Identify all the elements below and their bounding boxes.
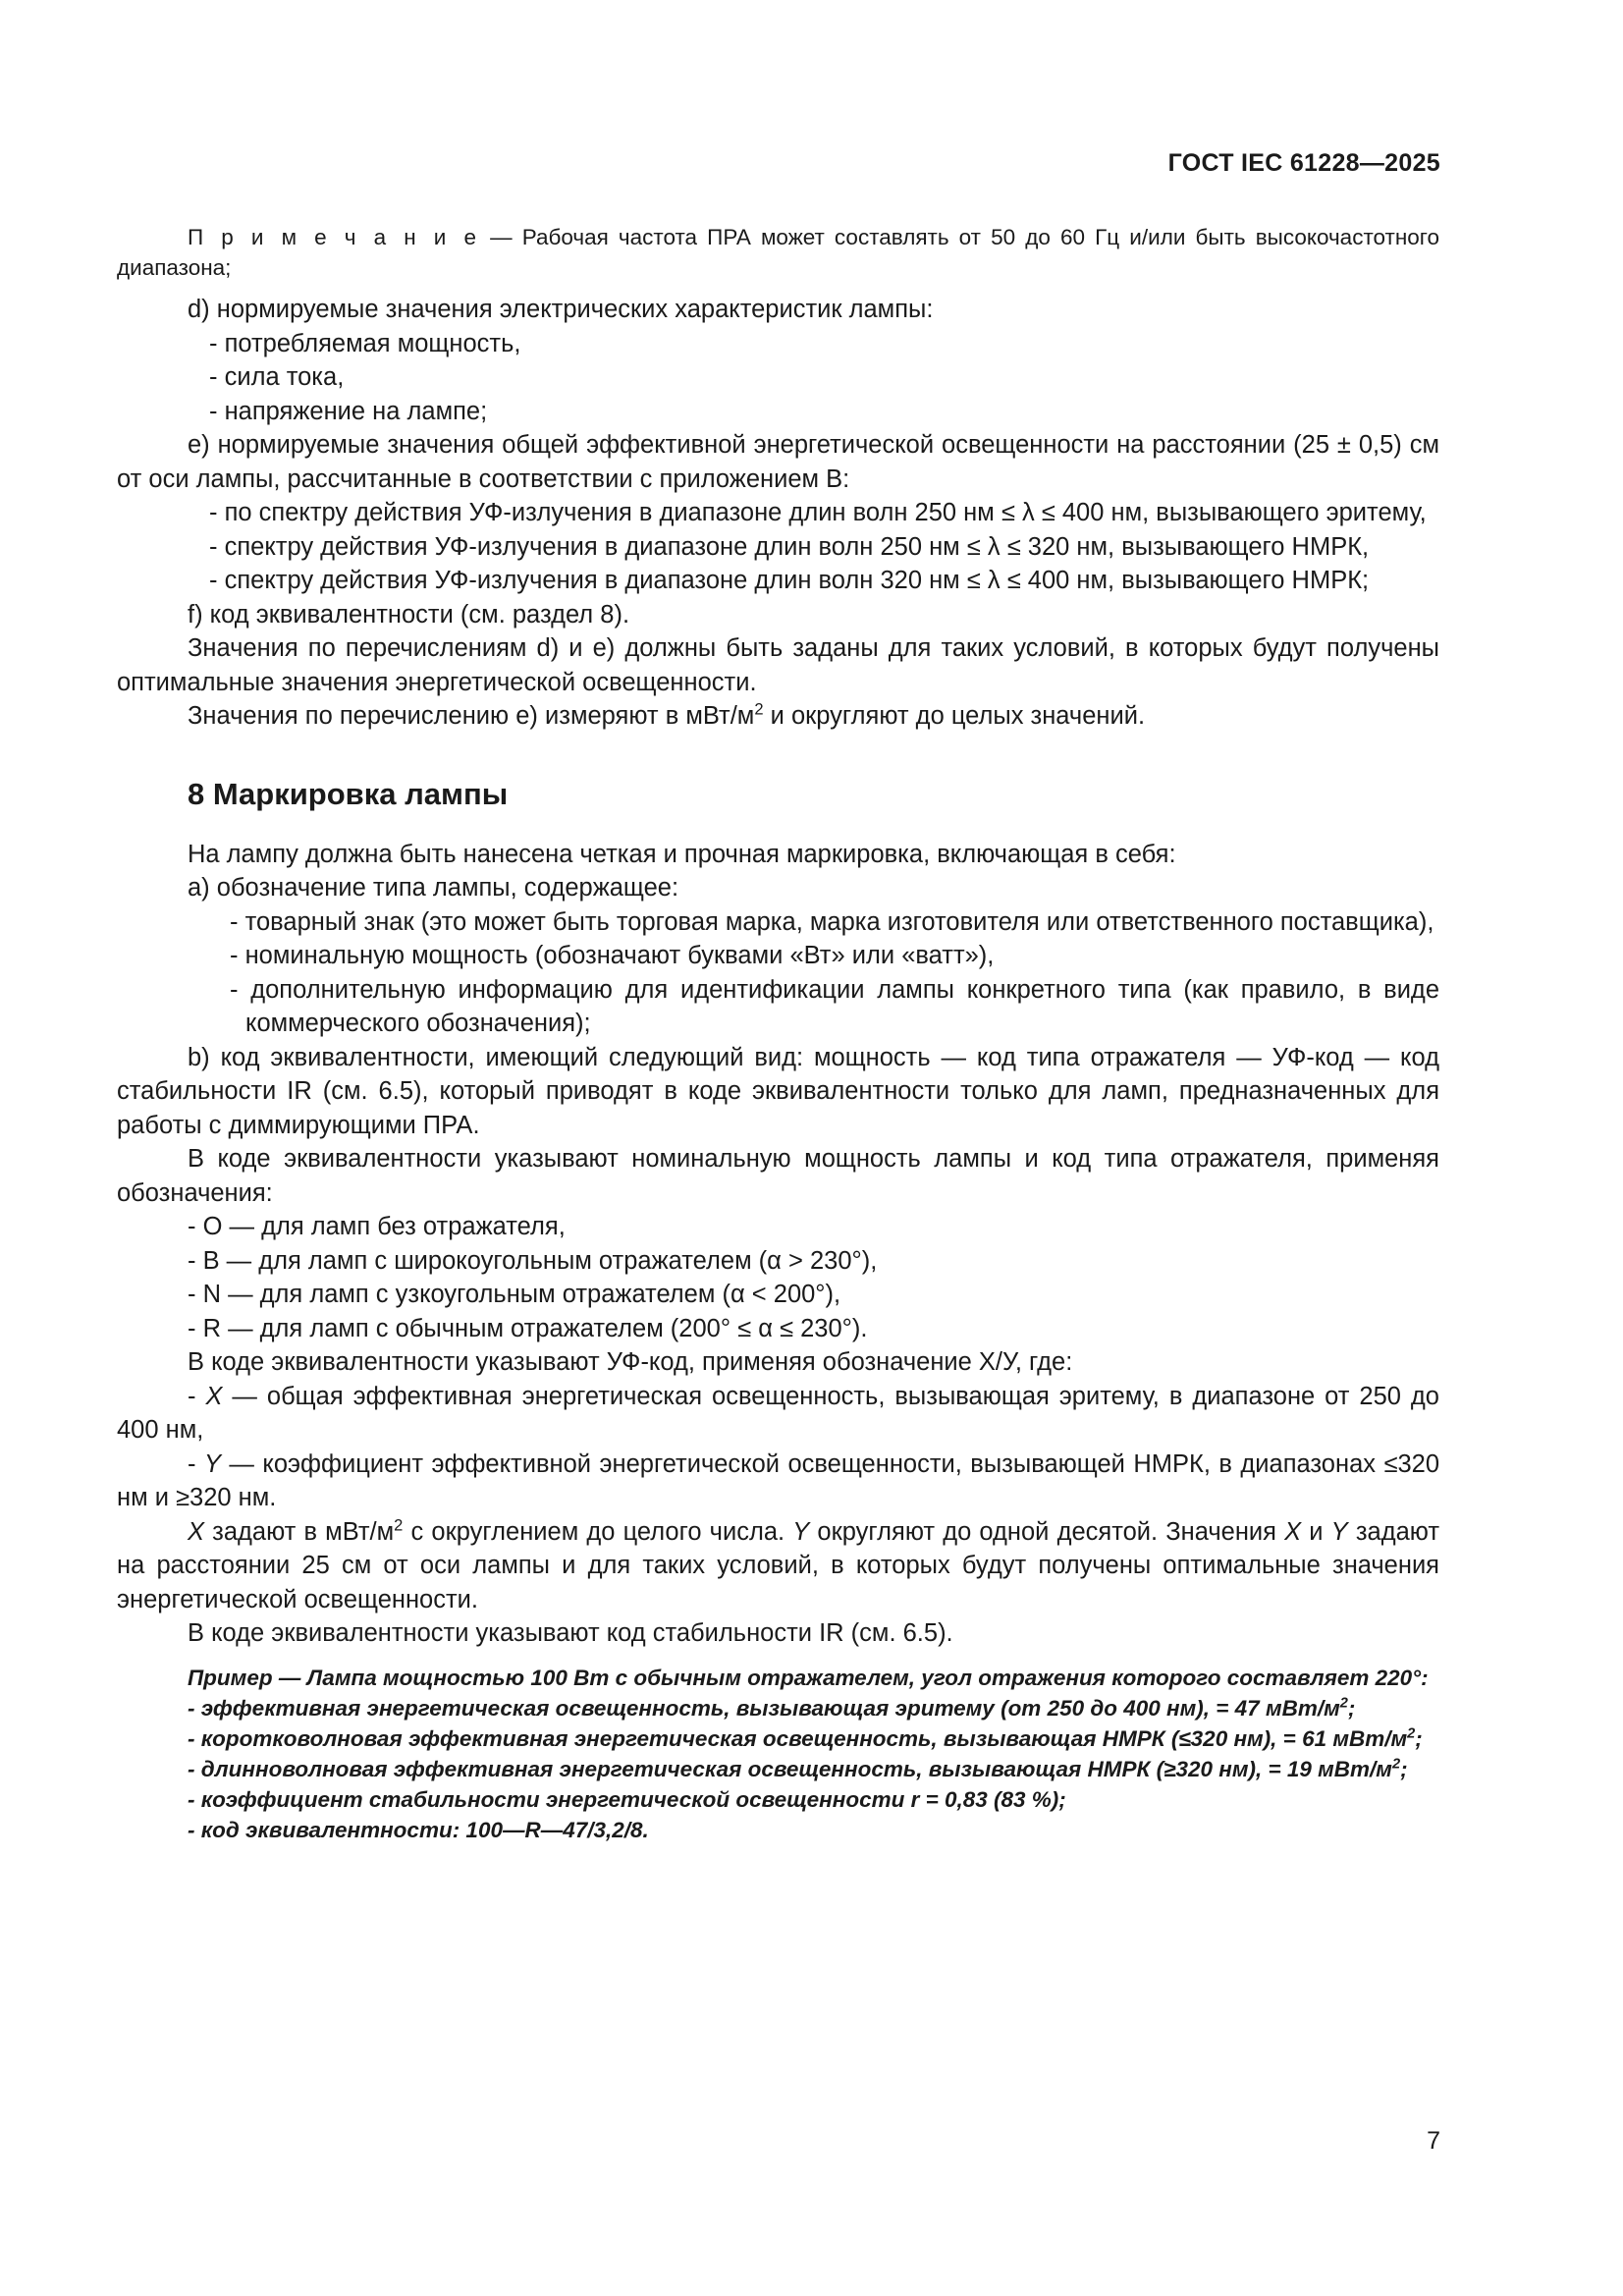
reflector-item: - В — для ламп с широкоугольным отражателем (α > 230°), [188,1246,878,1275]
text-span: задают на расстоянии 25 см от оси лампы и для таких условий, в которых будут получены оптимальные значения энергетической освещенности. [117,1517,1440,1613]
list-d-item: - сила тока, [209,363,345,391]
document-header: ГОСТ IEC 61228—2025 [1167,149,1440,177]
list-a-item: - номинальную мощность (обозначают буквами «Вт» или «ватт»), [230,942,995,969]
superscript: 2 [1407,1725,1416,1741]
list-e-title: е) нормируемые значения общей эффективной энергетической освещенности на расстоянии (25 ± 0,5) см от оси лампы, рассчитанные в соответствии с приложением В: [117,431,1439,493]
uv-code-paragraph: В коде эквивалентности указывают УФ-код, применяя обозначение Х/У, где: [188,1348,1073,1376]
superscript: 2 [394,1515,404,1534]
text-span: задают в мВт/м [204,1517,395,1546]
page-content [117,222,1439,1845]
list-e-item: - по спектру действия УФ-излучения в диапазоне длин волн 250 нм ≤ λ ≤ 400 нм, вызывающего эритему, [209,499,1427,526]
example-item: - код эквивалентности: 100—R—47/3,2/8. [188,1817,649,1842]
variable-y: Y [792,1517,810,1546]
text-span: и округляют до целых значений. [763,702,1146,730]
variable-x: X [1284,1517,1302,1546]
variable-x: X [205,1382,223,1410]
variable-x: X [188,1517,205,1546]
uv-y-definition: - Y — коэффициент эффективной энергетической освещенности, вызывающей НМРК, в диапазонах ≤320 нм и ≥320 нм. [117,1449,1439,1511]
list-d-item: - напряжение на лампе; [209,397,488,425]
text-span: с округлением до целого числа. [403,1517,793,1546]
variable-y: Y [1330,1517,1348,1546]
superscript: 2 [1339,1695,1348,1711]
text-span: ; [1415,1725,1423,1751]
xy-paragraph [117,1515,1439,1617]
note-paragraph [117,222,1439,283]
text-span: - эффективная энергетическая освещенность, вызывающая эритему (от 250 до 400 нм), = 47 мВт/м [188,1695,1340,1721]
note-text: — Рабочая частота ПРА может составлять от 50 до 60 Гц и/или быть высокочастотного диапазона; [117,225,1439,280]
superscript: 2 [754,699,764,719]
list-f: f) код эквивалентности (см. раздел 8). [188,600,630,629]
list-d-item: - потребляемая мощность, [209,329,521,357]
example-item: - коэффициент стабильности энергетической освещенности r = 0,83 (83 %); [188,1786,1066,1812]
text-span: — общая эффективная энергетическая освещенность, вызывающая эритему, в диапазоне от 250 до 400 нм, [117,1382,1439,1444]
note-label: П р и м е ч а н и е [188,225,480,249]
reflector-item: - N — для ламп с узкоугольным отражателем (α < 200°), [188,1281,841,1308]
variable-y: Y [203,1449,221,1478]
example-item [117,1754,1439,1784]
reflector-item: - R — для ламп с обычным отражателем (200° ≤ α ≤ 230°). [188,1314,868,1342]
reflector-item: - О — для ламп без отражателя, [188,1213,566,1240]
list-a-item: - товарный знак (это может быть торговая марка, марка изготовителя или ответственного поставщика), [230,907,1434,936]
text-span: ; [1400,1756,1408,1781]
values-paragraph-1: Значения по перечислениям d) и е) должны быть заданы для таких условий, в которых будут получены оптимальные значения энергетической освещенности. [117,634,1439,696]
list-a-title: а) обозначение типа лампы, содержащее: [188,874,679,902]
text-span: - коротковолновая эффективная энергетическая освещенность, вызывающая НМРК (≤320 нм), = 61 мВт/м [188,1725,1408,1751]
superscript: 2 [1391,1756,1401,1772]
example-item [117,1693,1439,1723]
list-b-text: b) код эквивалентности, имеющий следующий вид: мощность — код типа отражателя — УФ-код — код стабильности IR (см. 6.5), который приводят в коде эквивалентности только для ламп, предназначенных для работы с диммирующими ПРА. [117,1043,1439,1139]
text-span: - длинноволновая эффективная энергетическая освещенность, вызывающая НМРК (≥320 нм), = 19 мВт/м [188,1756,1392,1781]
values-paragraph-2 [117,699,1439,734]
power-paragraph: В коде эквивалентности указывают номинальную мощность лампы и код типа отражателя, применяя обозначения: [117,1145,1439,1207]
list-e-item: - спектру действия УФ-излучения в диапазоне длин волн 320 нм ≤ λ ≤ 400 нм, вызывающего НМРК; [209,567,1370,594]
example-title: Пример — Лампа мощностью 100 Вт с обычным отражателем, угол отражения которого составляет 220°: [188,1665,1429,1690]
list-d-title: d) нормируемые значения электрических характеристик лампы: [188,296,934,323]
list-e-item: - спектру действия УФ-излучения в диапазоне длин волн 250 нм ≤ λ ≤ 320 нм, вызывающего НМРК, [209,532,1370,561]
uv-x-definition: - X — общая эффективная энергетическая освещенность, вызывающая эритему, в диапазоне от 250 до 400 нм, [117,1382,1439,1444]
section-8-intro: На лампу должна быть нанесена четкая и прочная маркировка, включающая в себя: [188,840,1176,868]
example-item [117,1723,1439,1754]
spacer [117,1651,1439,1663]
text-span: ; [1347,1695,1356,1721]
text-span: Значения по перечислению е) измеряют в мВт/м [188,702,755,730]
text-span: округляют до одной десятой. Значения [809,1517,1285,1546]
list-a-item: - дополнительную информацию для идентификации лампы конкретного типа (как правило, в виде коммерческого обозначения); [230,975,1439,1037]
text-span: — коэффициент эффективной энергетической освещенности, вызывающей НМРК, в диапазонах ≤320 нм и ≥320 нм. [117,1449,1439,1511]
section-8-heading: 8 Маркировка лампы [188,776,509,811]
ir-paragraph: В коде эквивалентности указывают код стабильности IR (см. 6.5). [188,1619,953,1647]
page-number: 7 [1427,2127,1440,2155]
text-span: и [1301,1517,1331,1546]
